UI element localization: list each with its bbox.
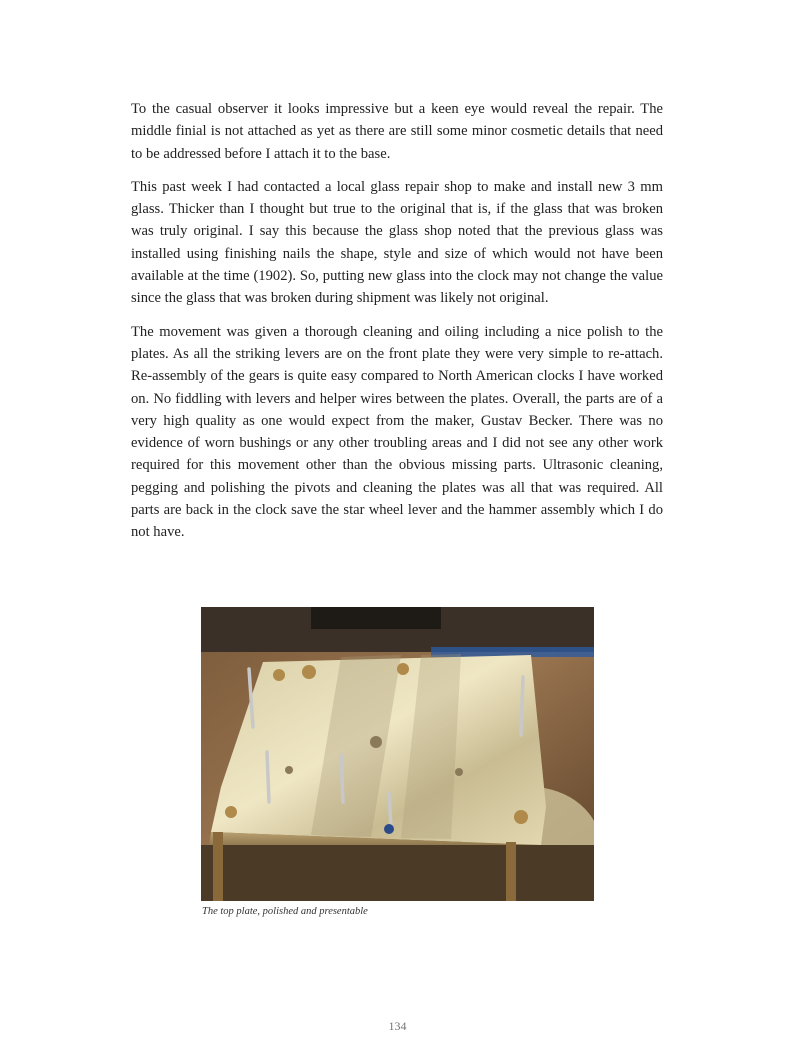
page-number: 134 xyxy=(388,1019,407,1033)
photo-illustration xyxy=(201,607,594,901)
paragraph-1: To the casual observer it looks impressive but a keen eye would reveal the repair. The middle finial is not attached as yet as there are still some minor cosmetic details that need to be addressed before I attach it to the base. xyxy=(131,101,663,162)
paragraph-2: This past week I had contacted a local glass repair shop to make and install new 3 mm glass. Thicker than I thought but true to the original that is, if the glass that was broken was truly original. I say this because the glass shop noted that the previous glass was installed using finishing nails the shape, style and size of which would not have been available at the time (1902). So, putting new glass into the clock may not change the value since the glass that was broken during shipment was likely not original. xyxy=(131,178,663,307)
figure-caption: The top plate, polished and presentable xyxy=(202,906,368,917)
clock-movement-photo xyxy=(201,607,594,901)
body-text xyxy=(131,98,663,555)
paragraph-3: The movement was given a thorough cleaning and oiling including a nice polish to the plates. As all the striking levers are on the front plate they were very simple to re-attach. Re-assembly of the gears is quite easy compared to North American clocks I have worked on. No fiddling with levers and helper wires between the plates. Overall, the parts are of a very high quality as one would expect from the maker, Gustav Becker. There was no evidence of worn bushings or any other troubling areas and I did not see any other work required for this movement other than the obvious missing parts. Ultrasonic cleaning, pegging and polishing the pivots and cleaning the plates was all that was required. All parts are back in the clock save the star wheel lever and the hammer assembly which I do not have. xyxy=(131,323,663,541)
